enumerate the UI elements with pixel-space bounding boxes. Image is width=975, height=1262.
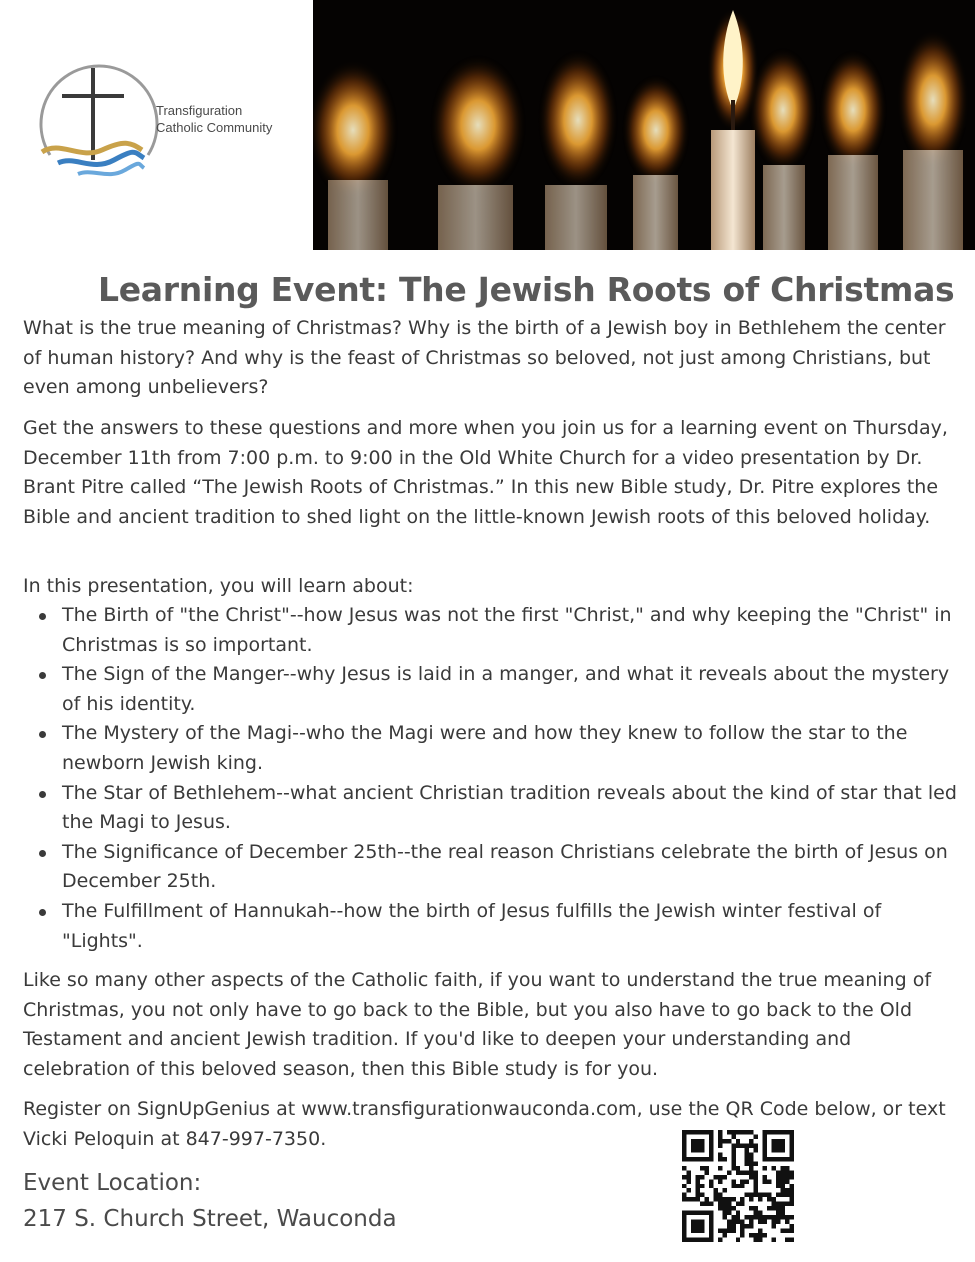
org-name-line1: Transfiguration <box>156 103 243 118</box>
list-item: The Significance of December 25th--the real reason Christians celebrate the birth of Jesus on December 25th. <box>23 838 958 897</box>
topics-list <box>23 601 958 956</box>
list-item: The Birth of "the Christ"--how Jesus was not the first "Christ," and why keeping the "Christ" in Christmas is so important. <box>23 601 958 660</box>
registration-info: Register on SignUpGenius at www.transfigurationwauconda.com, use the QR Code below, or text Vicki Peloquin at 847-997-7350. <box>23 1098 946 1150</box>
list-item: The Mystery of the Magi--who the Magi were and how they knew to follow the star to the newborn Jewish king. <box>23 719 958 778</box>
learn-intro: In this presentation, you will learn about: <box>23 575 414 597</box>
closing-paragraph: Like so many other aspects of the Catholic faith, if you want to understand the true meaning of Christmas, you not only have to go back to the Bible, but you also have to go back to the Old Testament and ancient Jewish tradition. If you'd like to deepen your understanding and celebration of this beloved season, then this Bible study is for you. <box>23 969 932 1080</box>
candles-photo <box>313 0 975 250</box>
list-item: The Fulfillment of Hannukah--how the birth of Jesus fulfills the Jewish winter festival of "Lights". <box>23 897 958 956</box>
page-title: Learning Event: The Jewish Roots of Christmas <box>98 270 955 309</box>
details-paragraph: Get the answers to these questions and more when you join us for a learning event on Thursday, December 11th from 7:00 p.m. to 9:00 in the Old White Church for a video presentation by Dr. Brant Pitre called “The Jewish Roots of Christmas.” In this new Bible study, Dr. Pitre explores the Bible and ancient tradition to shed light on the little-known Jewish roots of this beloved holiday. <box>23 417 948 528</box>
organization-name <box>156 102 272 136</box>
header-banner <box>0 0 975 250</box>
location-label: Event Location: <box>23 1170 202 1196</box>
list-item: The Sign of the Manger--why Jesus is laid in a manger, and what it reveals about the mystery of his identity. <box>23 660 958 719</box>
org-name-line2: Catholic Community <box>156 120 273 135</box>
qr-code[interactable] <box>682 1130 794 1242</box>
parish-logo <box>30 60 160 190</box>
location-address: 217 S. Church Street, Wauconda <box>23 1206 397 1232</box>
intro-paragraph: What is the true meaning of Christmas? Why is the birth of a Jewish boy in Bethlehem the center of human history? And why is the feast of Christmas so beloved, not just among Christians, but even among unbelievers? <box>23 317 946 399</box>
list-item: The Star of Bethlehem--what ancient Christian tradition reveals about the kind of star that led the Magi to Jesus. <box>23 779 958 838</box>
